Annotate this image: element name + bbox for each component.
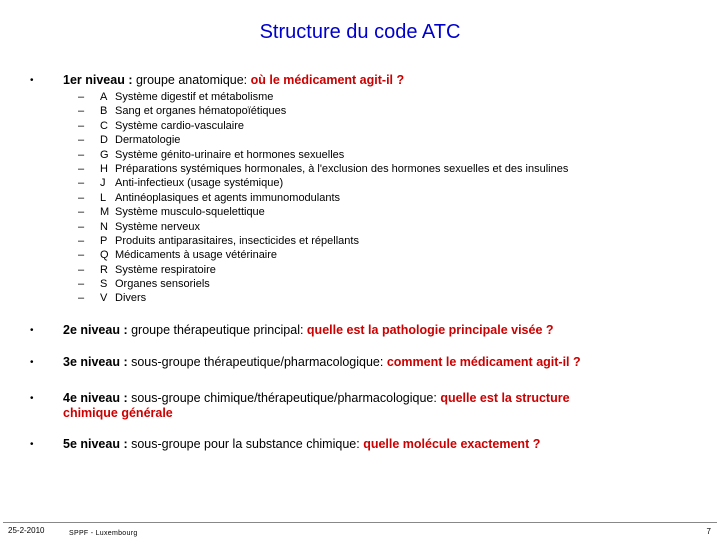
level-2-label: 2e niveau : <box>63 323 128 337</box>
group-description: Système digestif et métabolisme <box>115 91 274 103</box>
group-description: Système cardio-vasculaire <box>115 119 244 132</box>
level-4-question: quelle est la structure <box>440 391 570 405</box>
dash-marker: – <box>78 191 85 204</box>
group-description: Produits antiparasitaires, insecticides et répellants <box>115 234 359 247</box>
group-code: D <box>100 134 108 147</box>
group-description: Système nerveux <box>115 220 200 233</box>
group-code: S <box>100 278 108 291</box>
anatomical-group-item <box>78 263 568 277</box>
dash-marker: – <box>78 162 85 175</box>
level-3-text <box>63 355 683 370</box>
bullet-icon: • <box>30 439 34 450</box>
anatomical-group-item <box>78 133 568 147</box>
dash-marker: – <box>78 177 85 190</box>
group-code: Q <box>100 249 109 262</box>
dash-marker: – <box>78 134 85 147</box>
group-code: P <box>100 234 108 247</box>
group-code: M <box>100 206 110 219</box>
dash-marker: – <box>78 263 85 276</box>
anatomical-group-item <box>78 104 568 118</box>
group-code: J <box>100 177 106 190</box>
level-4-desc: sous-groupe chimique/thérapeutique/pharmacologique: <box>127 391 441 405</box>
dash-marker: – <box>78 278 85 291</box>
anatomical-group-item <box>78 234 568 248</box>
anatomical-groups-list <box>78 90 568 306</box>
group-code: A <box>100 91 108 103</box>
level-3-label: 3e niveau : <box>63 355 128 369</box>
anatomical-group-item <box>78 148 568 162</box>
group-description: Médicaments à usage vétérinaire <box>115 249 278 262</box>
dash-marker: – <box>78 234 85 247</box>
anatomical-group-item <box>78 176 568 190</box>
anatomical-group-item <box>78 119 568 133</box>
level-1-question: où le médicament agit-il ? <box>250 73 405 87</box>
level-1-desc: groupe anatomique: <box>132 73 251 87</box>
anatomical-group-item <box>78 90 568 104</box>
level-2-text <box>63 323 683 338</box>
slide-title: Structure du code ATC <box>259 21 461 43</box>
group-description: Antinéoplasiques et agents immunomodulants <box>115 191 341 204</box>
group-description: Organes sensoriels <box>115 278 210 291</box>
dash-marker: – <box>78 119 85 132</box>
group-code: B <box>100 105 108 118</box>
anatomical-group-item <box>78 277 568 291</box>
level-5-desc: sous-groupe pour la substance chimique: <box>127 437 364 451</box>
footer-date: 25-2-2010 <box>8 526 45 535</box>
bullet-icon: • <box>30 393 34 404</box>
anatomical-group-item <box>78 291 568 305</box>
group-description: Système respiratoire <box>115 263 216 276</box>
bullet-icon: • <box>30 325 34 336</box>
level-3-desc: sous-groupe thérapeutique/pharmacologique: <box>127 355 387 369</box>
group-code: L <box>100 191 107 204</box>
level-5-question: quelle molécule exactement ? <box>363 437 541 451</box>
level-1-label: 1er niveau : <box>63 73 133 87</box>
anatomical-group-item <box>78 162 568 176</box>
group-code: V <box>100 292 108 305</box>
group-code: N <box>100 220 108 233</box>
dash-marker: – <box>78 220 85 233</box>
page-number: 7 <box>706 527 711 536</box>
group-description: Anti-infectieux (usage systémique) <box>115 177 284 190</box>
level-5-text <box>63 437 683 452</box>
dash-marker: – <box>78 91 85 103</box>
dash-marker: – <box>78 249 85 262</box>
group-description: Sang et organes hématopoïétiques <box>115 105 287 118</box>
bullet-icon: • <box>30 75 34 86</box>
level-4-question-continued: chimique générale <box>63 406 173 420</box>
group-description: Système génito-urinaire et hormones sexuelles <box>115 148 345 161</box>
dash-marker: – <box>78 105 85 118</box>
group-code: R <box>100 263 108 276</box>
dash-marker: – <box>78 206 85 219</box>
group-description: Divers <box>115 292 147 305</box>
anatomical-group-item <box>78 248 568 262</box>
group-code: G <box>100 148 109 161</box>
footer-organization: SPPF - Luxembourg <box>69 530 138 537</box>
group-description: Dermatologie <box>115 134 181 147</box>
bullet-icon: • <box>30 357 34 368</box>
anatomical-group-item <box>78 205 568 219</box>
group-code: H <box>100 162 108 175</box>
group-description: Système musculo-squelettique <box>115 206 265 219</box>
level-3-question: comment le médicament agit-il ? <box>386 355 581 369</box>
anatomical-group-item <box>78 220 568 234</box>
group-description: Préparations systémiques hormonales, à l'exclusion des hormones sexuelles et des insulines <box>115 162 569 175</box>
level-2-desc: groupe thérapeutique principal: <box>127 323 307 337</box>
dash-marker: – <box>78 148 85 161</box>
level-5-label: 5e niveau : <box>63 437 128 451</box>
dash-marker: – <box>78 292 85 305</box>
group-code: C <box>100 119 108 132</box>
level-1-text <box>63 73 683 88</box>
footer-divider <box>3 522 717 523</box>
level-4-label: 4e niveau : <box>63 391 128 405</box>
anatomical-group-item <box>78 191 568 205</box>
level-4-text <box>63 391 683 421</box>
level-2-question: quelle est la pathologie principale visée ? <box>306 323 554 337</box>
